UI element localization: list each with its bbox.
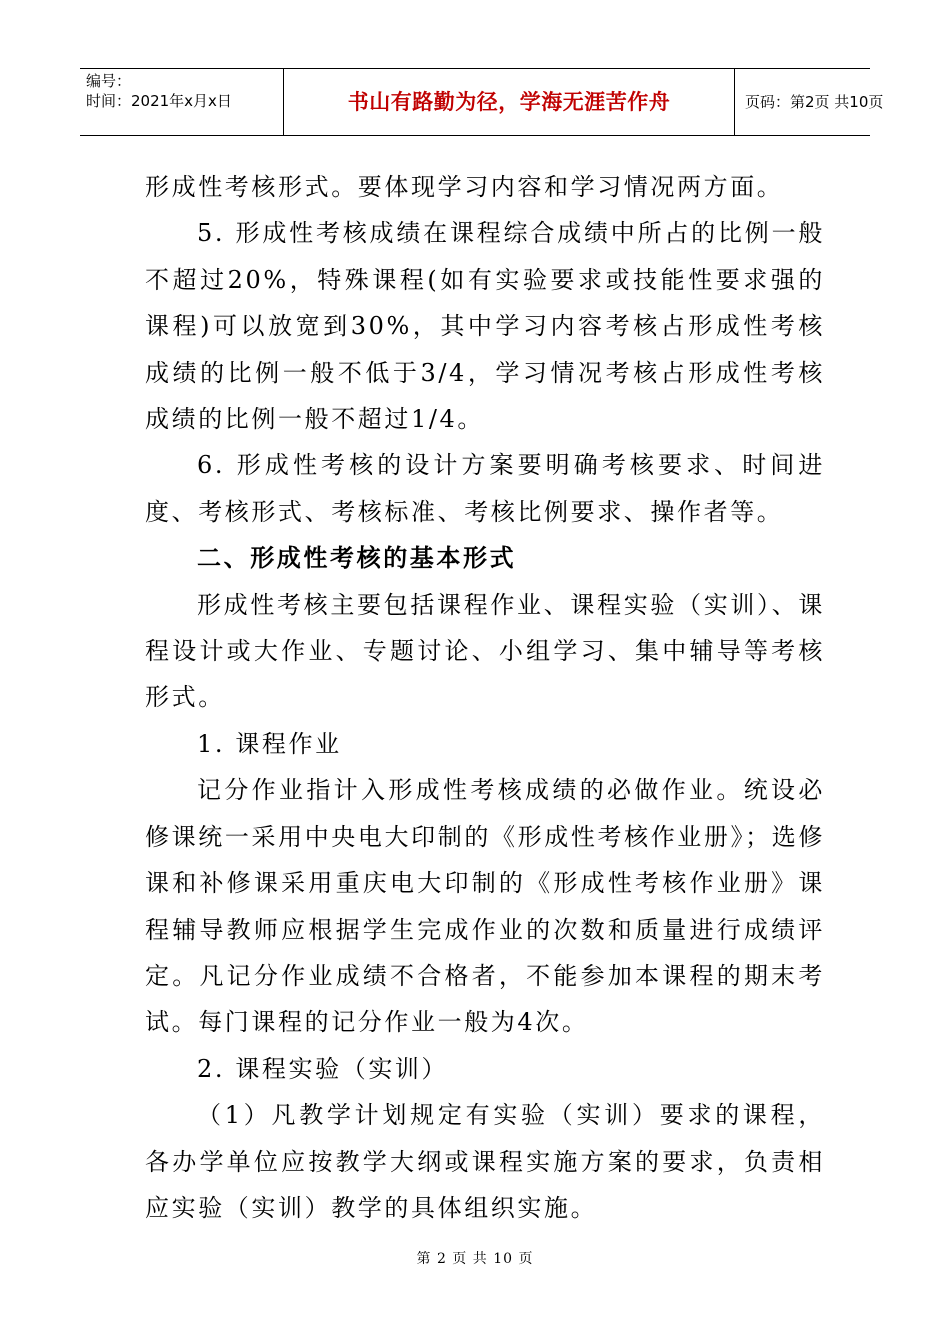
section-heading: 二、形成性考核的基本形式 <box>197 544 517 573</box>
paragraph-experiment-1: （1）凡教学计划规定有实验（实训）要求的课程，各办学单位应按教学大纲或课程实施方案的要求，负责相应实验（实训）教学的具体组织实施。 <box>145 1101 825 1222</box>
paragraph-item-6: 6. 形成性考核的设计方案要明确考核要求、时间进度、考核形式、考核标准、考核比例要求、操作者等。 <box>145 451 825 526</box>
paragraph-intro: 形成性考核主要包括课程作业、课程实验（实训）、课程设计或大作业、专题讨论、小组学习、集中辅导等考核形式。 <box>145 590 825 712</box>
document-body <box>145 164 825 1231</box>
paragraph-continuation: 形成性考核形式。要体现学习内容和学习情况两方面。 <box>145 173 784 201</box>
header-page-info: 页码：第2页 共10页 <box>745 93 884 111</box>
page-header <box>80 68 884 136</box>
subheading-course-experiment: 2. 课程实验（实训） <box>197 1054 449 1083</box>
page-footer: 第 2 页 共 10 页 <box>416 1251 534 1267</box>
header-meta <box>80 69 284 135</box>
paragraph-item-5: 5. 形成性考核成绩在课程综合成绩中所占的比例一般不超过20%，特殊课程(如有实验要求或技能性要求强的课程)可以放宽到30%，其中学习内容考核占形成性考核成绩的比例一般不低于3/4，学习情况考核占形成性考核成绩的比例一般不超过1/4。 <box>145 219 825 434</box>
serial-number-label: 编号： <box>86 72 132 90</box>
subheading-course-homework: 1. 课程作业 <box>197 729 342 758</box>
header-motto: 书山有路勤为径，学海无涯苦作舟 <box>283 69 735 135</box>
paragraph-homework: 记分作业指计入形成性考核成绩的必做作业。统设必修课统一采用中央电大印制的《形成性考核作业册》；选修课和补修课采用重庆电大印制的《形成性考核作业册》课程辅导教师应根据学生完成作业的次数和质量进行成绩评定。凡记分作业成绩不合格者，不能参加本课程的期末考试。每门课程的记分作业一般为4次。 <box>145 776 825 1037</box>
time-label: 时间：2021年x月x日 <box>86 92 232 110</box>
